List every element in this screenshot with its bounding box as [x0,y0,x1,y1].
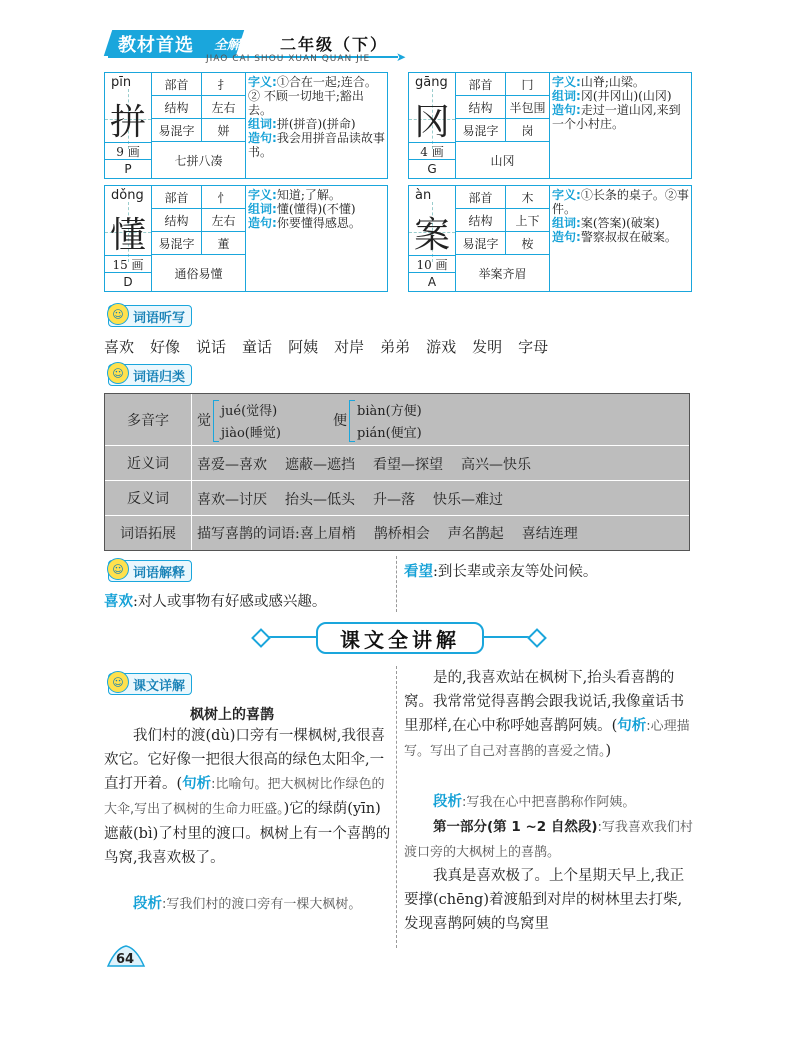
stroke-count: 15 画 [105,255,151,273]
initial-letter: D [123,275,133,289]
label-jiegou: 结构 [151,96,201,119]
table-row [105,481,689,516]
char-glyph: 拼 [109,101,146,143]
word-pair: 喜爱—喜欢 [197,457,267,473]
section-label: 词语听写 [133,310,186,326]
char-pinyin: àn [415,188,432,203]
value-yihunzi: 岗 [505,119,549,142]
char-card-àn [408,185,692,292]
char-pinyin: dǒng [111,188,144,203]
word: 说话 [196,338,227,356]
label-jiegou: 结构 [455,96,505,119]
row-head: 词语拓展 [105,516,192,550]
word-pair: 抬头—低头 [285,492,355,508]
related-word: 举案齐眉 [455,255,549,291]
word-pair: 升—落 [373,492,415,508]
section-tag-tingxie [108,305,192,327]
header-grade: 二年级（下） [280,35,389,54]
section-tag-xiangjie [108,673,192,695]
polyphone-char: 便 [333,413,347,429]
char-pinyin: gāng [415,75,448,90]
label-bushou: 部首 [455,73,505,96]
page-number-badge [106,944,146,970]
related-word: 七拼八凑 [151,142,245,178]
word: 好像 [150,338,181,356]
value-bushou: 扌 [201,73,245,96]
value-bushou: 冂 [505,73,549,96]
definition-block: 字义:①合在一起;连合。② 不顾一切地干;豁出去。 组词:拼(拼音)(拼命) 造句:我会用拼音品读故事书。 [248,75,385,159]
word-pair: 高兴—快乐 [461,457,531,473]
value-jiegou: 左右 [201,96,245,119]
dictation-word-list [104,336,564,357]
row-head: 反义词 [105,481,192,515]
section-label: 词语解释 [133,565,186,581]
value-jiegou: 左右 [201,209,245,232]
section-banner: 课文全讲解 [316,622,484,654]
diamond-icon [527,628,547,648]
label-jiegou: 结构 [151,209,201,232]
char-glyph: 懂 [109,214,146,256]
book-icon: ☺ [107,303,129,325]
stroke-count: 10 画 [409,255,455,273]
char-glyph: 冈 [413,101,450,143]
label-yihunzi: 易混字 [151,232,201,255]
char-pinyin: pīn [111,75,132,90]
table-row [105,516,689,550]
book-icon: ☺ [107,671,129,693]
word-pair: 快乐—难过 [433,492,503,508]
header-pinyin: JIAO CAI SHOU XUAN QUAN JIE [206,54,371,64]
initial-letter: A [427,275,437,289]
value-jiegou: 上下 [505,209,549,232]
lesson-title: 枫树上的喜鹊 [190,707,274,723]
section-tag-guilei [108,364,192,386]
book-icon: ☺ [107,362,129,384]
section-tag-jieshi [108,560,192,582]
char-glyph: 案 [413,214,450,256]
table-row [105,394,689,446]
label-bushou: 部首 [151,186,201,209]
word: 对岸 [334,338,365,356]
char-card-dǒng [104,185,388,292]
related-word: 通俗易懂 [151,255,245,291]
book-icon: ☺ [107,558,129,580]
char-card-gāng [408,72,692,179]
word: 阿姨 [288,338,319,356]
label-yihunzi: 易混字 [455,119,505,142]
definition-block: 字义:山脊;山梁。 组词:冈(井冈山)(山冈) 造句:走过一道山冈,来到一个小村庄。 [552,75,681,131]
word-lead: 描写喜鹊的词语:喜上眉梢 [197,526,356,542]
word: 鹊桥相会 [373,526,430,542]
label-jiegou: 结构 [455,209,505,232]
word: 字母 [518,338,549,356]
polyphone-reading: pián(便宜) [357,426,422,441]
value-bushou: 木 [505,186,549,209]
label-yihunzi: 易混字 [151,119,201,142]
polyphone-reading: jué(觉得) [221,404,278,419]
label-bushou: 部首 [151,73,201,96]
polyphone-char: 觉 [197,413,211,429]
value-yihunzi: 桉 [505,232,549,255]
paragraph-analysis: 段析:写我们村的渡口旁有一棵大枫树。 [133,896,362,912]
initial-letter: P [124,162,132,176]
word-pair: 看望—探望 [373,457,443,473]
polyphone-reading: jiào(睡觉) [221,426,281,441]
word-pair: 遮蔽—遮挡 [285,457,355,473]
word: 弟弟 [380,338,411,356]
stroke-count: 4 画 [409,142,455,160]
definition-block: 字义:知道;了解。 组词:懂(懂得)(不懂) 造句:你要懂得感恩。 [248,188,361,230]
word-pair: 喜欢—讨厌 [197,492,267,508]
section-label: 词语归类 [133,369,186,385]
value-bushou: 忄 [201,186,245,209]
stroke-count: 9 画 [105,142,151,160]
definition-xihuan: 喜欢:对人或事物有好感或感兴趣。 [104,594,327,610]
row-head: 多音字 [105,394,192,445]
initial-letter: G [427,162,437,176]
polyphone-reading: biàn(方便) [357,404,422,419]
page-number: 64 [116,952,135,967]
diamond-icon [251,628,271,648]
definition-kanwang: 看望:到长辈或亲友等处问候。 [404,564,598,580]
word: 发明 [472,338,503,356]
paragraph: 我们村的渡(dù)口旁有一棵枫树,我很喜欢它。它好像一把很大很高的绿色太阳伞,一直打开着。(句析:比喻句。把大枫树比作绿色的大伞,写出了枫树的生命力旺盛。)它的绿荫(yīn)遮蔽(bì)了村里的渡口。枫树上有一个喜鹊的鸟窝,我喜欢极了。 [104,728,391,866]
header-badge: 全解 [214,38,241,53]
word: 童话 [242,338,273,356]
label-yihunzi: 易混字 [455,232,505,255]
word: 游戏 [426,338,457,356]
value-yihunzi: 董 [201,232,245,255]
word: 声名鹊起 [447,526,504,542]
char-card-pīn [104,72,388,179]
part-summary: 第一部分(第 1 ~2 自然段):写我喜欢我们村渡口旁的大枫树上的喜鹊。 [404,819,693,860]
row-head: 近义词 [105,446,192,480]
header-arrow-icon: ➤ [396,50,407,64]
value-yihunzi: 姘 [201,119,245,142]
table-row [105,446,689,481]
label-bushou: 部首 [455,186,505,209]
word: 喜结连理 [521,526,578,542]
word-category-table [104,393,690,551]
header-title: 教材首选 [118,35,194,56]
paragraph-analysis: 段析:写我在心中把喜鹊称作阿姨。 [433,794,636,810]
word: 喜欢 [104,338,135,356]
paragraph: 是的,我喜欢站在枫树下,抬头看喜鹊的窝。我常常觉得喜鹊会跟我说话,我像童话书里那样,在心中称呼她喜鹊阿姨。(句析:心理描写。写出了自己对喜鹊的喜爱之情。) [404,670,690,759]
related-word: 山冈 [455,142,549,178]
section-label: 课文详解 [133,678,186,694]
definition-block: 字义:①长条的桌子。②事件。 组词:案(答案)(破案) 造句:警察叔叔在破案。 [552,188,689,244]
paragraph: 我真是喜欢极了。上个星期天早上,我正要撑(chēng)着渡船到对岸的树林里去打柴,发现喜鹊阿姨的鸟窝里 [404,868,685,932]
value-jiegou: 半包围 [505,96,549,119]
